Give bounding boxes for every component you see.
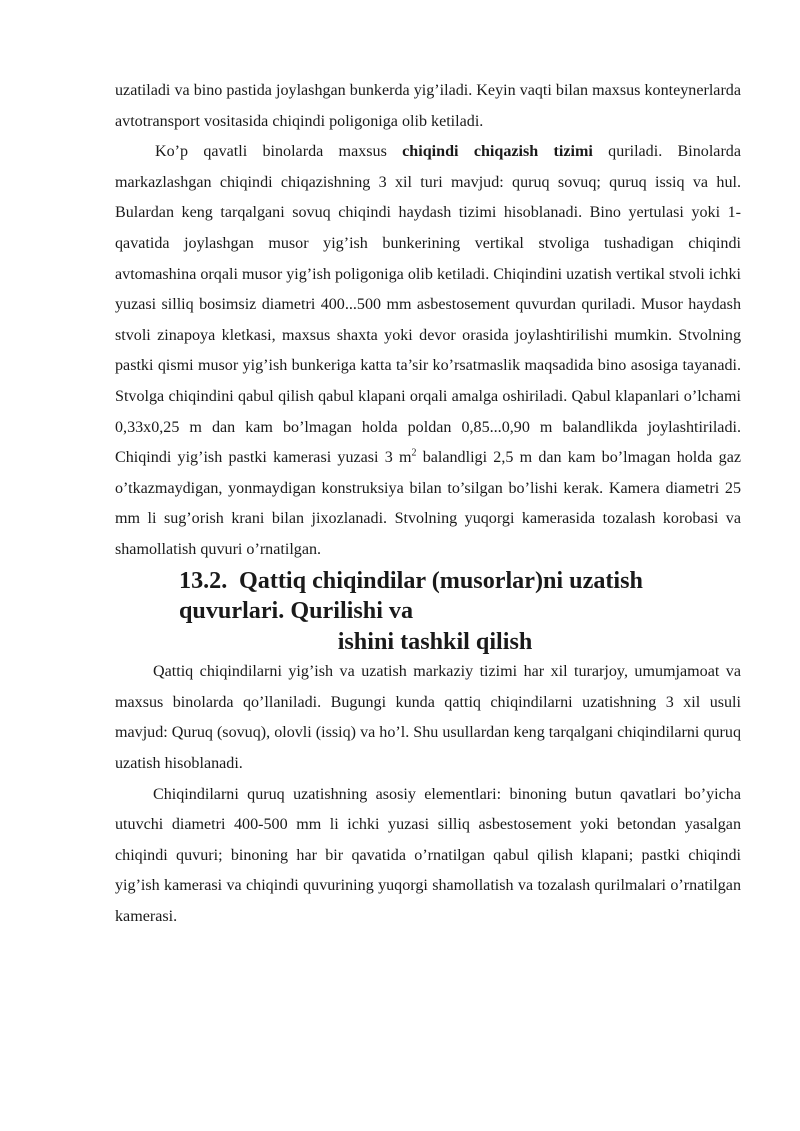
section-heading (115, 566, 741, 658)
heading-title: Qattiq chiqindilar (musorlar)ni uzatish quvurlari. Qurilishi va (179, 566, 643, 625)
paragraph-text: quriladi. Binolarda markazlashgan chiqindi chiqazishning 3 xil turi mavjud: quruq sovuq; quruq issiq va hul. Bulardan keng tarqalgani sovuq chiqindi haydash tizimi hisoblanadi. Bino yertulasi yoki 1-qavatida joylashgan musor yig’ish bunkerining vertikal stvoliga tushadigan chiqindi avtomashina orqali musor yig’ish poligoniga olib ketiladi. Chiqindini uzatish vertikal stvoli ichki yuzasi silliq bosimsiz diametri 400...500 mm asbestosement quvurdan quriladi. Musor haydash stvoli zinapoya kletkasi, maxsus shaxta yoki devor orasida joylashtirilishi mumkin. Stvolning pastki qismi musor yig’ish bunkeriga katta ta’sir ko’rsatmaslik maqsadida bino asosiga tayanadi. Stvolga chiqindini qabul qilish qabul klapani orqali amalga oshiriladi. Qabul klapanlari o’lchami 0,33x0,25 m dan kam bo’lmagan holda poldan 0,85...0,90 m balandlikda joylashtiriladi. Chiqindi yig’ish pastki kamerasi yuzasi 3 m (115, 143, 741, 467)
bold-term: chiqindi chiqazish tizimi (402, 143, 593, 161)
heading-line-2: ishini tashkil qilish (337, 627, 533, 655)
paragraph-text: balandligi 2,5 m dan kam bo’lmagan holda gaz o’tkazmaydigan, yonmaydigan konstruksiya bilan to’silgan bo’lishi kerak. Kamera diametri 25 mm li sug’orish krani bilan jixozlanadi. Stvolning yuqorgi kamerasida tozalash korobasi va shamollatish quvuri o’rnatilgan. (115, 449, 741, 558)
heading-line-1 (115, 566, 741, 627)
paragraph-text: Ko’p qavatli binolarda maxsus (155, 143, 403, 161)
document-page (115, 76, 741, 933)
paragraph-intro: uzatiladi va bino pastida joylashgan bunkerda yig’iladi. Keyin vaqti bilan maxsus konteynerlarda avtotransport vositasida chiqindi poligoniga olib ketiladi. (115, 82, 741, 130)
superscript: 2 (411, 447, 417, 459)
paragraph-elements: Chiqindilarni quruq uzatishning asosiy elementlari: binoning butun qavatlari bo’yicha utuvchi diametri 400-500 mm li ichki yuzasi silliq asbestosement yoki betondan yasalgan chiqindi quvuri; binoning har bir qavatida o’rnatilgan qabul qilish klapani; pastki chiqindi yig’ish kamerasi va chiqindi quvurining yuqorgi shamollatish va tozalash qurilmalari o’rnatilgan kamerasi. (115, 785, 741, 926)
paragraph-central-system: Qattiq chiqindilarni yig’ish va uzatish markaziy tizimi har xil turarjoy, umumjamoat va maxsus binolarda qo’llaniladi. Bugungi kunda qattiq chiqindilarni uzatishning 3 xil usuli mavjud: Quruq (sovuq), olovli (issiq) va ho’l. Shu usullardan keng tarqalgani chiqindilarni quruq uzatish hisoblanadi. (115, 663, 741, 773)
section-number: 13.2. (179, 566, 228, 594)
paragraph-disposal-system (115, 137, 741, 565)
